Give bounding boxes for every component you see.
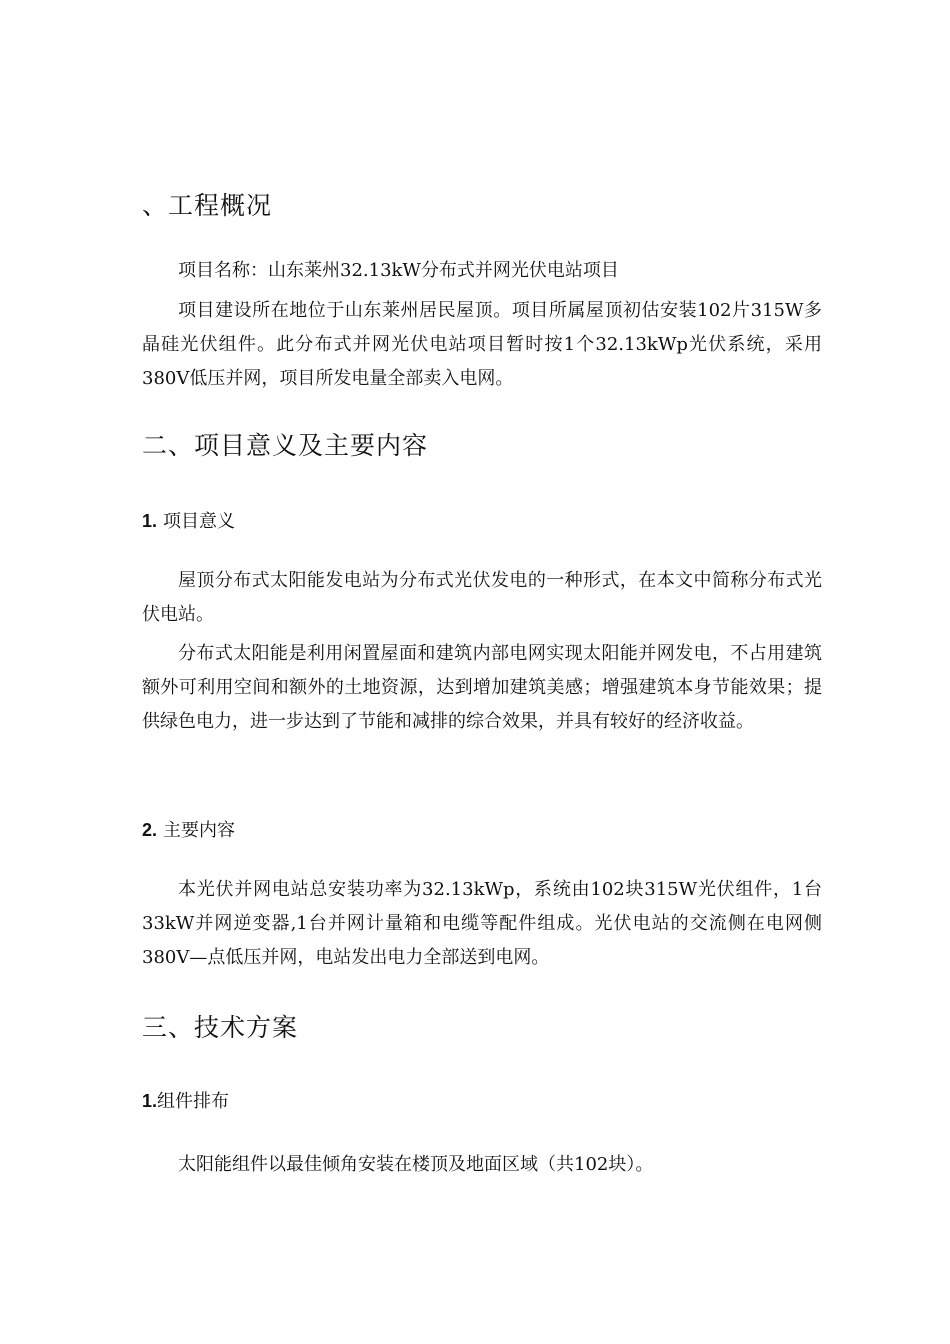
project-description-paragraph: 项目建设所在地位于山东莱州居民屋顶。项目所属屋顶初估安装102片315W多晶硅光伏组件。此分布式并网光伏电站项目暂时按1个32.13kWp光伏系统，采用380V低压并网，项目所发电量全部卖入电网。: [142, 300, 822, 389]
subsection-2-2-heading: [142, 818, 235, 843]
significance-paragraph-1: 屋顶分布式太阳能发电站为分布式光伏发电的一种形式，在本文中简称分布式光伏电站。: [142, 570, 822, 625]
subsection-2-1-heading: [142, 509, 235, 534]
subsection-3-1-title: 组件排布: [157, 1091, 230, 1112]
subsection-2-2-title: 主要内容: [163, 820, 236, 841]
project-name-paragraph: 项目名称：山东莱州32.13kW分布式并网光伏电站项目: [178, 260, 619, 281]
subsection-3-1-heading: [142, 1089, 229, 1114]
main-content-paragraph: 本光伏并网电站总安装功率为32.13kWp，系统由102块315W光伏组件，1台33kW并网逆变器,1台并网计量箱和电缆等配件组成。光伏电站的交流侧在电网侧380V—点低压并网，电站发出电力全部送到电网。: [142, 879, 822, 968]
section-3-heading: 三、技术方案: [142, 1013, 299, 1042]
significance-paragraph-2: 分布式太阳能是利用闲置屋面和建筑内部电网实现太阳能并网发电，不占用建筑额外可利用空间和额外的土地资源，达到增加建筑美感；增强建筑本身节能效果；提供绿色电力，进一步达到了节能和减排的综合效果，并具有较好的经济收益。: [142, 643, 822, 732]
subsection-3-1-number: 1.: [142, 1091, 158, 1111]
section-1-heading: 、工程概况: [142, 191, 273, 220]
subsection-2-2-number: 2.: [142, 820, 158, 840]
layout-paragraph: 太阳能组件以最佳倾角安装在楼顶及地面区域（共102块）。: [178, 1154, 654, 1175]
section-2-heading: 二、项目意义及主要内容: [142, 431, 429, 460]
subsection-2-1-number: 1.: [142, 511, 158, 531]
subsection-2-1-title: 项目意义: [163, 511, 236, 532]
